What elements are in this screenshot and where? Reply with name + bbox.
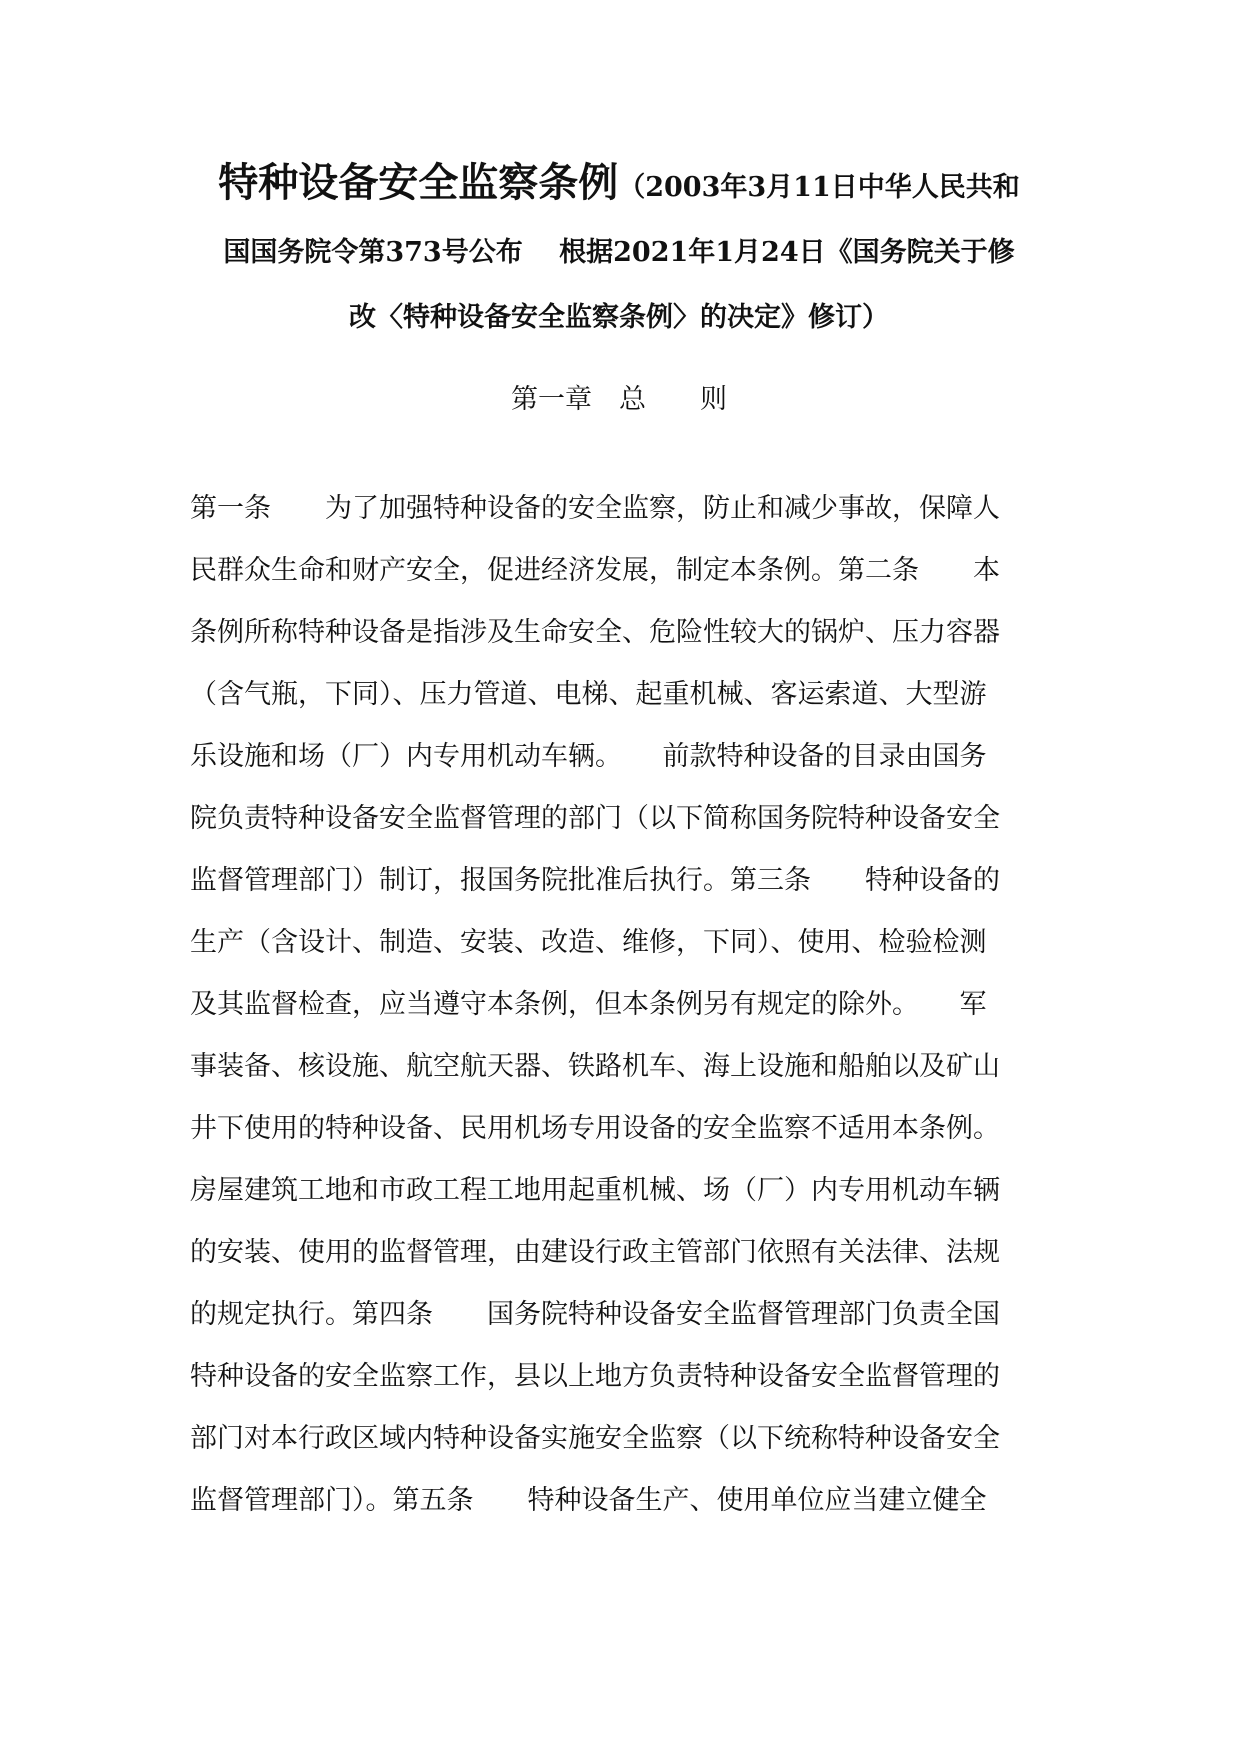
body-line: 事装备、核设施、航空航天器、铁路机车、海上设施和船舶以及矿山 [190,1051,1000,1082]
body-line: 房屋建筑工地和市政工程工地用起重机械、场（厂）内专用机动车辆 [190,1175,1000,1206]
body-line: 民群众生命和财产安全，促进经济发展，制定本条例。第二条 本 [190,555,1000,586]
document-title [190,150,1048,350]
body-line: 的安装、使用的监督管理，由建设行政主管部门依照有关法律、法规 [190,1237,1000,1268]
body-line: 部门对本行政区域内特种设备实施安全监察（以下统称特种设备安全 [190,1423,1000,1454]
title-note-2: 国国务院令第373号公布 根据2021年1月24日《国务院关于修 [223,237,1015,268]
title-note-1: （2003年3月11日中华人民共和 [618,172,1020,203]
body-line: 第一条 为了加强特种设备的安全监察，防止和减少事故，保障人 [190,493,1000,524]
title-main: 特种设备安全监察条例 [218,159,619,206]
body-line: 的规定执行。第四条 国务院特种设备安全监督管理部门负责全国 [190,1299,1000,1330]
title-note-3: 改〈特种设备安全监察条例〉的决定》修订） [349,302,889,333]
body-line: 院负责特种设备安全监督管理的部门（以下简称国务院特种设备安全 [190,803,1000,834]
body-line: 乐设施和场（厂）内专用机动车辆。 前款特种设备的目录由国务 [190,741,987,772]
body-line: 生产（含设计、制造、安装、改造、维修，下同）、使用、检验检测 [190,927,987,958]
body-line: 监督管理部门）。第五条 特种设备生产、使用单位应当建立健全 [190,1485,987,1516]
body-text [190,478,1050,1532]
body-line: 监督管理部门）制订，报国务院批准后执行。第三条 特种设备的 [190,865,1000,896]
body-line: 条例所称特种设备是指涉及生命安全、危险性较大的锅炉、压力容器 [190,617,1000,648]
title-line-1 [190,150,1048,220]
body-line: 及其监督检查，应当遵守本条例，但本条例另有规定的除外。 军 [190,989,987,1020]
body-line: 特种设备的安全监察工作，县以上地方负责特种设备安全监督管理的 [190,1361,1000,1392]
body-line: （含气瓶，下同）、压力管道、电梯、起重机械、客运索道、大型游 [190,679,987,710]
chapter-heading: 第一章 总 则 [511,384,727,415]
body-line: 井下使用的特种设备、民用机场专用设备的安全监察不适用本条例。 [190,1113,1000,1144]
